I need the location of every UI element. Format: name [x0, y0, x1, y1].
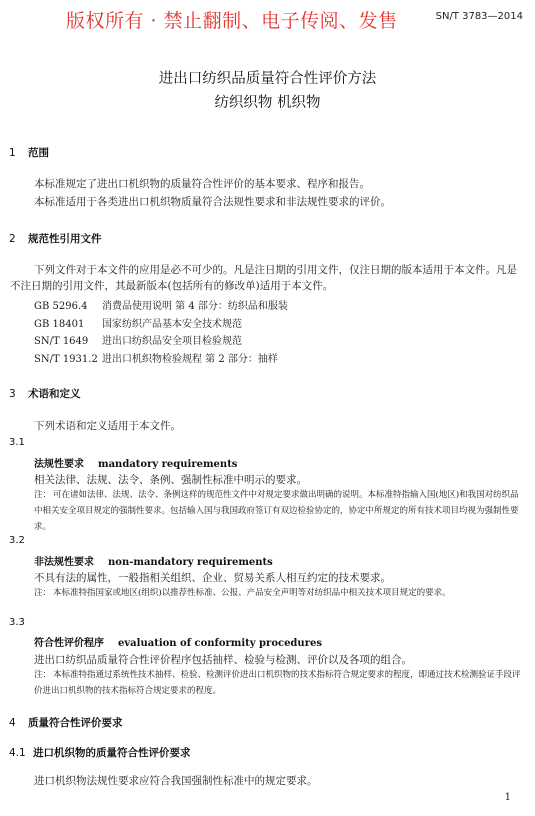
term-heading	[34, 634, 322, 649]
term-english: evaluation of conformity procedures	[118, 638, 322, 649]
term-definition: 不具有法的属性，一般指相关组织、企业、贸易关系人相互约定的技术要求。	[34, 572, 391, 584]
note-text: 本标准特指国家或地区(组织)以推荐性标准、公报、产品安全声明等对纺织品中相关技术项目规定的要求。	[53, 588, 451, 598]
standard-code: SN/T 3783—2014	[435, 11, 523, 22]
copyright-watermark: 版权所有 · 禁止翻制、电子传阅、发售	[66, 10, 398, 32]
section-heading-scope	[9, 145, 49, 160]
note-text: 本标准特指通过系统性技术抽样、检验、检测评价进出口机织物的技术指标符合规定要求的程度，即通过技术检测验证手段评价进出口机织物的技术指标符合规定要求的程度。	[34, 670, 521, 696]
section-title: 规范性引用文件	[28, 233, 102, 245]
note-label: 注：	[34, 670, 52, 680]
section-number: 4	[9, 717, 16, 729]
reference-title: 国家纺织产品基本安全技术规范	[102, 318, 242, 330]
subsection-number: 4.1	[9, 747, 26, 759]
terms-intro-paragraph: 下列术语和定义适用于本文件。	[34, 420, 181, 432]
reference-item	[34, 351, 288, 369]
term-number: 3.2	[9, 535, 25, 546]
term-heading	[34, 455, 237, 470]
reference-code: GB 18401	[34, 318, 85, 330]
reference-code: SN/T 1649	[34, 336, 89, 347]
note-label: 注：	[34, 588, 52, 598]
term-english: mandatory requirements	[98, 459, 238, 470]
section-heading-quality-conformity	[9, 715, 123, 730]
reference-title: 进出口机织物检验规程 第 2 部分：抽样	[102, 353, 278, 365]
page-number: 1	[504, 792, 511, 803]
section-title: 范围	[28, 147, 49, 159]
note-text: 可在诸如法律、法规、法令、条例这样的规范性文件中对规定要求做出明确的说明。本标准特指输入国(地区)和我国对纺织品中相关安全项目规定的强制性要求。包括输入国与我国政府签订有双边检验协定的，协定中所规定的所有技术项目均视为强制性要求。	[34, 490, 519, 532]
document-subtitle: 纺织织物 机织物	[214, 95, 321, 111]
term-definition: 相关法律、法规、法令、条例、强制性标准中明示的要求。	[34, 474, 307, 486]
subsection-title: 进口机织物的质量符合性评价要求	[33, 747, 191, 759]
normative-intro-paragraph: 下列文件对于本文件的应用是必不可少的。凡是注日期的引用文件，仅注日期的版本适用于本文件。凡是不注日期的引用文件，其最新版本(包括所有的修改单)适用于本文件。	[10, 264, 517, 292]
term-chinese: 非法规性要求	[34, 557, 94, 568]
reference-code: GB 5296.4	[34, 301, 88, 312]
term-definition: 进出口纺织品质量符合性评价程序包括抽样、检验与检测、评价以及各项的组合。	[34, 654, 412, 666]
term-note	[34, 667, 524, 699]
term-note	[34, 487, 524, 535]
term-note	[34, 585, 524, 601]
reference-code: SN/T 1931.2	[34, 353, 98, 365]
term-heading	[34, 553, 273, 568]
section-number: 3	[9, 388, 16, 400]
scope-paragraph-1: 本标准规定了进出口机织物的质量符合性评价的基本要求、程序和报告。	[34, 178, 370, 190]
scope-paragraph-2: 本标准适用于各类进出口机织物质量符合法规性要求和非法规性要求的评价。	[34, 196, 391, 208]
reference-item	[34, 333, 288, 351]
reference-title: 进出口纺织品安全项目检验规范	[102, 336, 242, 347]
section-heading-normative-references	[9, 231, 102, 246]
section-title: 质量符合性评价要求	[28, 717, 123, 729]
note-label: 注：	[34, 490, 52, 500]
reference-title: 消费品使用说明 第 4 部分：纺织品和服装	[102, 301, 288, 312]
term-number: 3.1	[9, 437, 25, 448]
section-number: 2	[9, 233, 16, 245]
requirement-paragraph: 进口机织物法规性要求应符合我国强制性标准中的规定要求。	[34, 775, 318, 787]
reference-item	[34, 316, 288, 334]
term-chinese: 符合性评价程序	[34, 638, 104, 649]
section-number: 1	[9, 147, 16, 159]
term-number: 3.3	[9, 617, 25, 628]
subsection-heading-import-fabric	[9, 745, 191, 760]
reference-item	[34, 298, 288, 316]
reference-list	[34, 298, 288, 368]
section-title: 术语和定义	[28, 388, 81, 400]
term-english: non-mandatory requirements	[108, 557, 273, 568]
term-chinese: 法规性要求	[34, 459, 84, 470]
section-heading-terms	[9, 386, 81, 401]
document-title: 进出口纺织品质量符合性评价方法	[158, 71, 377, 87]
